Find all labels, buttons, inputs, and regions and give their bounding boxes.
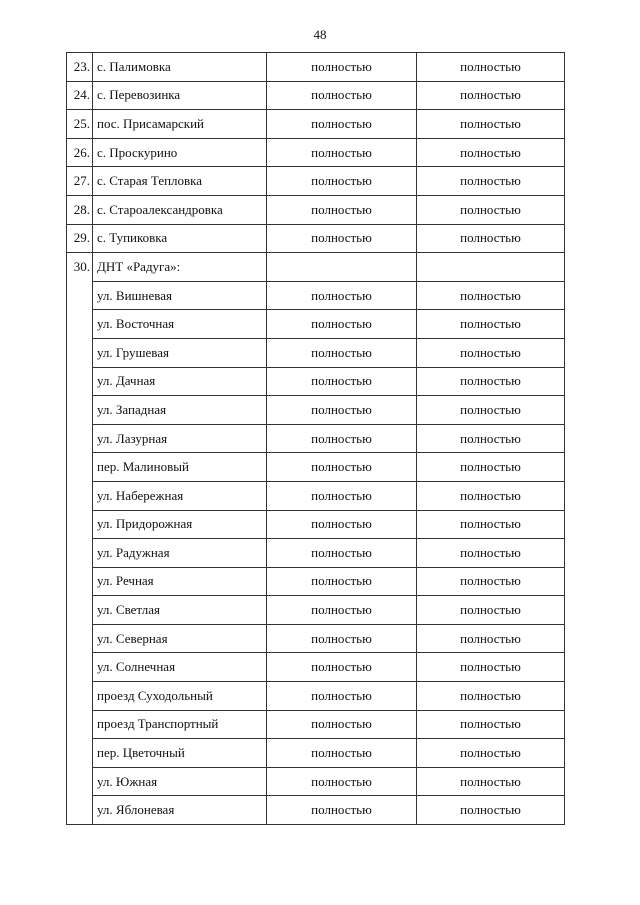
table-row: [67, 596, 565, 625]
status-value-1: полностью: [267, 567, 417, 596]
status-value-2: полностью: [417, 367, 565, 396]
street-name: ул. Северная: [93, 624, 267, 653]
row-number: 30.: [67, 253, 93, 282]
street-name: проезд Суходольный: [93, 682, 267, 711]
row-number-empty: [67, 367, 93, 396]
street-name: ул. Светлая: [93, 596, 267, 625]
status-value-2: полностью: [417, 710, 565, 739]
row-number: 28.: [67, 195, 93, 224]
status-value-2: полностью: [417, 739, 565, 768]
status-value-1: полностью: [267, 796, 417, 825]
street-name: ул. Придорожная: [93, 510, 267, 539]
table-row: [67, 653, 565, 682]
status-value-2: полностью: [417, 481, 565, 510]
status-value-1: полностью: [267, 767, 417, 796]
table-row: [67, 338, 565, 367]
row-number-empty: [67, 710, 93, 739]
row-number-empty: [67, 281, 93, 310]
status-value-1: полностью: [267, 682, 417, 711]
table-row: [67, 453, 565, 482]
table-row: [67, 767, 565, 796]
row-number-empty: [67, 739, 93, 768]
table-row: [67, 567, 565, 596]
settlement-name: с. Палимовка: [93, 53, 267, 82]
status-value-1: полностью: [267, 596, 417, 625]
table-row: [67, 110, 565, 139]
status-value-1: полностью: [267, 396, 417, 425]
table-row: [67, 710, 565, 739]
row-number-empty: [67, 424, 93, 453]
status-value-2: полностью: [417, 138, 565, 167]
table-row: [67, 624, 565, 653]
table-row: [67, 481, 565, 510]
status-value-1: полностью: [267, 481, 417, 510]
settlement-name: с. Старая Тепловка: [93, 167, 267, 196]
status-value-2: полностью: [417, 224, 565, 253]
status-value-2: полностью: [417, 310, 565, 339]
row-number-empty: [67, 596, 93, 625]
status-value-1: полностью: [267, 710, 417, 739]
table-row: [67, 367, 565, 396]
table-row: [67, 138, 565, 167]
row-number-empty: [67, 396, 93, 425]
status-value-2: [417, 253, 565, 282]
status-value-1: полностью: [267, 281, 417, 310]
settlement-name: ДНТ «Радуга»:: [93, 253, 267, 282]
street-name: ул. Яблоневая: [93, 796, 267, 825]
row-number-empty: [67, 624, 93, 653]
status-value-2: полностью: [417, 81, 565, 110]
status-value-1: полностью: [267, 110, 417, 139]
table-row: [67, 224, 565, 253]
table-row: [67, 539, 565, 568]
status-value-1: полностью: [267, 195, 417, 224]
status-value-1: полностью: [267, 453, 417, 482]
street-name: ул. Дачная: [93, 367, 267, 396]
status-value-1: полностью: [267, 367, 417, 396]
status-value-2: полностью: [417, 767, 565, 796]
row-number-empty: [67, 510, 93, 539]
status-value-2: полностью: [417, 596, 565, 625]
status-value-2: полностью: [417, 167, 565, 196]
street-name: ул. Лазурная: [93, 424, 267, 453]
status-value-1: полностью: [267, 138, 417, 167]
row-number-empty: [67, 682, 93, 711]
row-number: 23.: [67, 53, 93, 82]
row-number-empty: [67, 453, 93, 482]
row-number-empty: [67, 310, 93, 339]
table-row: [67, 739, 565, 768]
row-number-empty: [67, 481, 93, 510]
status-value-2: полностью: [417, 195, 565, 224]
street-name: ул. Солнечная: [93, 653, 267, 682]
street-name: ул. Радужная: [93, 539, 267, 568]
table-row: [67, 281, 565, 310]
row-number-empty: [67, 767, 93, 796]
settlement-name: с. Староалександровка: [93, 195, 267, 224]
street-name: ул. Вишневая: [93, 281, 267, 310]
row-number: 26.: [67, 138, 93, 167]
table-row: [67, 396, 565, 425]
settlements-table: [66, 52, 565, 825]
status-value-1: полностью: [267, 53, 417, 82]
table-row: [67, 682, 565, 711]
status-value-1: полностью: [267, 338, 417, 367]
table-body: [67, 53, 565, 825]
status-value-2: полностью: [417, 396, 565, 425]
row-number: 24.: [67, 81, 93, 110]
status-value-1: полностью: [267, 167, 417, 196]
status-value-2: полностью: [417, 424, 565, 453]
page-number: 48: [313, 27, 327, 42]
street-name: проезд Транспортный: [93, 710, 267, 739]
status-value-1: полностью: [267, 624, 417, 653]
street-name: ул. Грушевая: [93, 338, 267, 367]
street-name: ул. Южная: [93, 767, 267, 796]
status-value-1: полностью: [267, 310, 417, 339]
row-number-empty: [67, 539, 93, 568]
status-value-2: полностью: [417, 338, 565, 367]
status-value-1: полностью: [267, 510, 417, 539]
row-number: 27.: [67, 167, 93, 196]
street-name: пер. Цветочный: [93, 739, 267, 768]
status-value-1: полностью: [267, 424, 417, 453]
status-value-2: полностью: [417, 53, 565, 82]
status-value-2: полностью: [417, 624, 565, 653]
row-number-empty: [67, 796, 93, 825]
table-row: [67, 510, 565, 539]
table-row: [67, 253, 565, 282]
street-name: ул. Западная: [93, 396, 267, 425]
settlement-name: с. Перевозинка: [93, 81, 267, 110]
table-row: [67, 167, 565, 196]
status-value-2: полностью: [417, 567, 565, 596]
settlement-name: с. Тупиковка: [93, 224, 267, 253]
status-value-2: полностью: [417, 281, 565, 310]
street-name: ул. Речная: [93, 567, 267, 596]
status-value-1: полностью: [267, 539, 417, 568]
status-value-1: полностью: [267, 739, 417, 768]
status-value-2: полностью: [417, 796, 565, 825]
street-name: пер. Малиновый: [93, 453, 267, 482]
status-value-1: полностью: [267, 653, 417, 682]
status-value-2: полностью: [417, 110, 565, 139]
status-value-1: полностью: [267, 224, 417, 253]
status-value-2: полностью: [417, 682, 565, 711]
table-row: [67, 53, 565, 82]
settlement-name: пос. Присамарский: [93, 110, 267, 139]
row-number-empty: [67, 338, 93, 367]
street-name: ул. Набережная: [93, 481, 267, 510]
row-number: 25.: [67, 110, 93, 139]
status-value-2: полностью: [417, 453, 565, 482]
row-number: 29.: [67, 224, 93, 253]
status-value-2: полностью: [417, 510, 565, 539]
table-row: [67, 424, 565, 453]
status-value-1: полностью: [267, 81, 417, 110]
table-row: [67, 195, 565, 224]
table-row: [67, 796, 565, 825]
status-value-2: полностью: [417, 653, 565, 682]
status-value-1: [267, 253, 417, 282]
street-name: ул. Восточная: [93, 310, 267, 339]
row-number-empty: [67, 567, 93, 596]
settlement-name: с. Проскурино: [93, 138, 267, 167]
row-number-empty: [67, 653, 93, 682]
table-row: [67, 81, 565, 110]
status-value-2: полностью: [417, 539, 565, 568]
table-row: [67, 310, 565, 339]
